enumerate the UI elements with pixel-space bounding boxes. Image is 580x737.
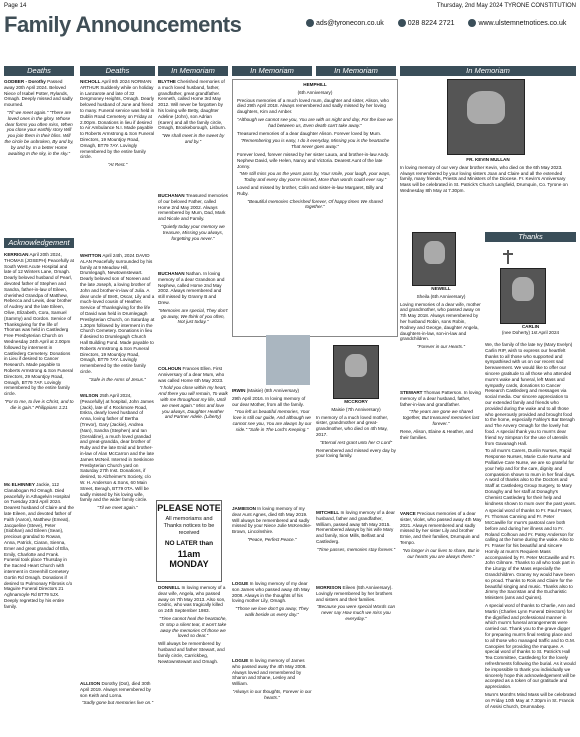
- contact-bar: [306, 19, 578, 27]
- notice-kerrigan: KERRIGAN April 20th 2024, THOMAS (JOSEPH) Peacefully at South West Acute Hospital and late of 12 Winters Lane, Omagh. Dearly beloved husband of Pearl, devoted father of Stephen and Sandra, father-in-law of Eileen, cherished Grandpa of Matthew, Rebecca and Lewis, dear brother of Audrey and the late Eileen, Olive, Elizabeth, Cora, Samuel (Sammy) and Gordon. Service of Thanksgiving for the life of Thomas was held in Castlederg Free Presbyterian Church on Wednesday 24th April at 2.00pm followed by interment in Castlederg Cemetery. Donations in Lieu if desired to Cancer Research. Made payable to Roberts Armstrong & Son Funeral Directors, 29 Mountjoy Road, Omagh, BT79 7AF. Lovingly remembered by the entire family circle. "For to me, to live is Christ, and to die is gain." Philippians 1:21: [4, 252, 74, 410]
- please-note-box: [156, 500, 222, 582]
- globe-icon: [468, 19, 476, 27]
- email-icon: [306, 19, 314, 27]
- please-note-message: All memoriams and Thanks notices to be received: [163, 516, 215, 536]
- section-deaths-2: Deaths: [80, 66, 155, 76]
- notice-godber: GODBER - Dorothy Passed away 20th April 2024. Beloved Niece of Isabel Potter, Rylands, Omagh. Deeply missed and sadly mourned. "Til' we meet again." "There are loved ones in the glory. Whose dear forms you often miss, When you close your earthly story Will you join them in their bliss. Will the circle be unbroken, By and by, by and by. In a better Home awaiting In the sky, in the sky.": [4, 79, 74, 156]
- page-number: Page 14: [4, 3, 27, 9]
- notice-hemphill: HEMPHILL (6th Anniversary) Precious memories of a much loved mum, daughter and sister, Alison, who died 29th April 2018. Always remembered and sadly missed by her loving daughters, Kim and Amber. "Although we cannot see you, You are with us night and day, For the love we had between us, Even death can't take away." Treasured memories of a dear daughter Alison. Forever loved by Mum. "Remembering you is easy, I do it everyday, Missing you is the heartache That never goes away." Forever loved, forever missed by her sister Laura, and brother-in-law Andy. Nephew David, wife Helen, Nancy and Victoria. Dearest Aunt of the late Jonny. "We still miss you as the years pass by, Your smile, your laugh, your ways, Today and every day you're missed, More than words could ever say." Loved and missed by brother, Colin and sister-in-law Margaret, Billy and Ruby. "Beautiful memories Cherished forever, Of happy times We shared together.": [232, 79, 398, 337]
- notice-newell: NEWELL Sheila (6th Anniversary) Loving memories of a dear wife, mother and grandmother, who passed away on 7th May 2018. Always remembered by her husband Robin, sons Robin, Rodney and George, daughter Angela, daughters-in-law, son-in-law and grandchildren. "Forever in our Hearts.": [400, 286, 481, 350]
- book-candle-image: [266, 335, 310, 385]
- notice-mcelhinney: Mc ELHINNEY Jackie, 112 Clanabogan Rd Omagh. Died peacefully in Athagelvin Hospital on Tuesday 23rd April 2024. Dearest husband of Claire and the late Eileen, and devoted father of Faith (Aaron), Matthew (Emeat), Jacqueline (Steve), Peter (Siobhan) and Eileen (Sean), precious grandad to Rowan, Anna, Patrick, Ciaran, Sienna, Emer and great grandad of Ella, Emily, Charlotte and Frank. Funeral took place Thursday in the Sacred Heart Church with interment in Greenhill Cemetery Gortin Rd Omagh. Donations if desired to Pulmonary Fibrosis c/o Maguire Funeral Directors 21 Aghnamoyle Rd BT79 5JX. Deeply regretted by his entire family.: [4, 482, 74, 609]
- section-thanks: Thanks: [485, 232, 576, 242]
- please-note-deadline: 11am MONDAY: [169, 549, 209, 569]
- email-contact[interactable]: ads@tyronecon.co.uk: [306, 20, 390, 27]
- notice-colhoun: COLHOUN Frances Ellen. First Anniversary of a dear Mum, who was called Home 6th May 2023. "I hold you close within my heart, And there you will remain, To walk with me throughout my life, Until we meet again." Miss and love you always, Daughter Heather and Partner Adele. (Liberty): [158, 366, 228, 420]
- notice-stewart: STEWART Thomas Patterson. In loving memory of a dear husband, father, father-in-law and grandfather. "The years are gone we shared together, But treasured memories last forever." Rene, Alison, Elaine & Heather, and their families.: [400, 390, 481, 440]
- portrait-mccrory: [333, 345, 379, 399]
- cross-icon: [503, 250, 513, 264]
- section-deaths: Deaths: [4, 66, 74, 76]
- notice-mccrory: MCCRORY Maisie (7th Anniversary) In memory of a much loved mother, sister, grandmother and great-grandmother, who died on 4th May, 2017. "Eternal rest grant unto her O Lord" Remembered and missed every day by your loving family.: [316, 399, 396, 459]
- section-in-memoriam-4: In Memoriam: [400, 66, 576, 76]
- notice-mullan: FR. KEVIN MULLAN In loving memory of our very dear brother Kevin, who died on the 6th May 2023. Always remembered by your loving sisters Joan and Claire and all the extended family, many friends, Priests and Ministers of the Diocese. Fr. Kevin's Anniversary Mass will be celebrated in St. Patrick's Church Langfield, Drumquin, Co. Tyrone on Wednesday 8th May at 7.30pm.: [400, 157, 568, 193]
- notice-nicholl: NICHOLL April 9th 2024 NORMAN ARTHUR Suddenly while on holiday in Lanzarote and late of 32 Dergmoney Heights, Omagh. Dearly beloved husband of June and friend to many. Funeral service was held in Dublin Road Cemetery on Friday at 2.00pm. Donations in lieu if desired to Air Ambulance N.I. Made payable to Roberts Armstrong & Son Funeral Directors, 19 Mountjoy Road, Omagh, BT79 7AY. Lovingly remembered by the entire family circle. "At Rest.": [80, 79, 155, 168]
- notice-jamieson: JAMIESON In loving memory of my dear Aunt Agnes, died 6th May 2019. Will always be remembered and sadly missed by your Niece Julie McKendrie-Brown, Lincolnshire. "Peace, Perfect Peace.": [232, 506, 312, 542]
- notice-buchanan: BUCHANAN Treasured memories of our beloved Father, called Home 2nd May 2002. Always remembered by Mum, Dad, Mark and Nicole and Family. "Quietly today your memory we treasure, Missing you always, forgetting you never.": [158, 193, 228, 241]
- issue-date: Thursday, 2nd May 2024 TYRONE CONSTITUTION: [436, 3, 576, 9]
- notice-carlin-thanks: We, the family of the late Ivy (Mary Evelyn) Carlin RIP, wish to express our heartfelt thanks to all those who supported and sympathised with us on our recent sad bereavement. We would like to offer our sincere gratitude to all those who attended mum's wake and funeral, left Mass and sympathy cards, donations to Cancer Research Castlederg and messages via social media. Our sincere appreciation to our extended family and friends who provided during the wake and to all those who generously provided and brought food to the home, especially Fahley's Bar Beragh and The Anvery Omagh for the lovely hot food. A special thank you to mum's dear friend Ivy Simpson for the use of utensils from Gavanagh Hall. To all mum's Carers, Dunlin Nurses, Rapid Response Nurses, Marie Curie Nurse and Palliative Care Nurse, we are so grateful for your help and for the care, dignity and compassion shown to mum in her final days. A word of thanks also to the Doctors and Staff at Castlederg Group Surgery, to Mary Donaghy and her staff at Donaghy's Chemist Castlederg for their help and kindness shown to mum over the past years. A special word of thanks to Fr. Paul Fraser, Fr. Thomas Canning and Fr. Peter McCawille for mum's pastoral care both before and during her illness and to Fr. Roland Colhoun and Fr. Patsy Anderson for calling at the home during the wake. Also to Fr. Fraser for his beautiful and sincere Homily at mum's Requiem Mass accompanied by Fr. Peter McCawille and Fr. John Gilmore. Thanks to all who took part in the Liturgy of the Mass especially the Grandchildren. Granny Ivy would have been so proud. Thanks to Rois and Claire for the beautiful singing and music. Thanks also to Jimmy the Sacristan and the Eucharistic Ministers (ams and Quinns). A special word of thanks to Charlie, Ann and Martin (Charles Lynn Funeral Directors) for the dignified and professional manner in which mum's funeral arrangements were carried out. Thank you to the grave digger for preparing mum's final resting place and to all those who managed traffic and to G.M. Canopies for providing the marquee. A special word of thanks to St. Patrick's Hall Tea Committee, Castlederg for the lovely refreshments following the burial. As it would be impossible to thank you individually we sincerely hope this acknowledgement will be accepted as a token of our gratitude and appreciation. Mum's Month's Mind Mass will be celebrated on Friday 10th May at 7.30pm in St. Francis of Assisi Church, Drumnabey.: [485, 342, 576, 709]
- notice-mitchell: MITCHELL In loving memory of a dear husband, father and grandfather, William, passed away 5th May 2015. Remembered always by his wife Mary and family, Sion Mills, Belfast and Castlederg. "Time passes, memories stay forever.": [316, 510, 396, 552]
- notice-blythe: BLYTHE Cherished memories of a much loved husband, father, grandfather, great grandfather. Kenneth, called Home 3rd May 2012. Will never be forgotten by his loving wife Betty, daughter Adeline (John), son Adrian (Karen) and all the family circle, Omagh, Brookeborough, Lisburn. "We shall meet in the sweet by and by.": [158, 79, 226, 144]
- section-in-memoriam-2: In Memoriam: [232, 66, 312, 76]
- portrait-carlin: [500, 268, 546, 324]
- notice-irwin: IRWIN (Maisie) (8th Anniversary) 29th April 2016. In loving memory of our dear Mother, from all the family. "You left us beautiful memories, Your love is still our guide, And although we cannot see you, You are always by our side." "Safe in The Lord's Keeping.": [232, 388, 312, 432]
- notice-donnell: DONNELL In loving memory of a dear wife, Angela, who passed away on 7th May 2013. Also son, Cedric, who was tragically killed on 24th September 1983. "Time cannot heal the heartache, Or stop a silent tear, It won't take away the memories Of those we loved so dear." Will always be remembered by husband and father Stewart, and family circle, Carrickbeg, Newtownstewart and Omagh.: [158, 585, 227, 664]
- notice-allison: ALLISON Dorothy (Dot), died 30th April 2019. Always remembered by son Keith and Lorna. "Sadly gone but memories live on.": [80, 681, 154, 706]
- section-in-memoriam: In Memoriam: [158, 66, 228, 76]
- carlin-spacer: [400, 690, 482, 735]
- notice-buchanan-nathan: BUCHANAN Nathan. In loving memory of a dear Grandson and Nephew, called Home 2nd May 2002. Always remembered and still missed by Granny B and Drew. "Memories are special, They don't go away, We think of you often, Not just today.": [158, 271, 228, 325]
- notice-logue: LOGUE In loving memory of my dear son James who passed away 4th May 2008. Always in the thoughts of his loving mother Lily, Omagh. "Those we love don't go away, They walk beside us every day.": [232, 581, 310, 617]
- verse: "Til' we meet again." "There are loved ones in the glory. Whose dear forms you often miss, When you close your earthly story Will you join them in their bliss. Will the circle be unbroken, By and by, by and by. In a better Home awaiting In the sky, in the sky.": [4, 109, 74, 156]
- phone-icon: [398, 19, 406, 27]
- page-title: Family Announcements: [4, 12, 242, 37]
- carlin-caption: CARLIN (nee Doherty) 1st April 2024: [501, 324, 560, 335]
- verse: "For to me, to live is Christ, and to die is gain." Philippians 1:21: [4, 398, 74, 410]
- please-note-deadline-label: NO LATER than: [164, 540, 214, 547]
- notice-whitton: WHITTON April 24th, 2024 DAVID ALAN Peacefully surrounded by his family at 9 Meadow Hill, Drumlegagh, Newtownstewart. Dearly beloved son of Noreen and the late Joseph, a loving brother of John and brother-in-law of Julia. A dear uncle of Brett, Oscar, Lily and a much-loved cousin of Heather. Service of Thanksgiving for the life of David was held in Drumlegagh Presbyterian Church, on Saturday at 1.30pm followed by interment in the Church Cemetery. Donations in lieu if desired to Drumlegagh Church Hall Building Fund. Made payable to Roberts Armstrong & Son Funeral Directors, 19 Mountjoy Road, Omagh, BT79 7AY. Lovingly remembered by the entire family circle. "Safe in the Arms of Jesus.": [80, 253, 155, 382]
- portrait-mullan: [447, 79, 525, 155]
- web-contact[interactable]: www.ulstemnetnotices.co.uk: [468, 20, 572, 27]
- portrait-newell: [412, 232, 456, 286]
- notice-logue-2: LOGUE In loving memory of James who passed away the 4th May 2008. Always loved and remembered by Sharon and Shane, Lesley and William. "Always in our thoughts, Forever in our hearts.": [232, 658, 312, 700]
- section-acknowledgement: Acknowledgement: [4, 238, 74, 248]
- notice-vance: VANCE Precious memories of a dear sister, Violet, who passed away 4th May 2021. Always remembered and sadly missed by her sister Lily and brother Ernie, and their families, Drumquin and Tempo. "No longer in our lives to share, But in our hearts you are always there.": [400, 511, 482, 559]
- please-note-title: PLEASE NOTE: [157, 503, 221, 513]
- section-in-memoriam-3: In Memoriam: [316, 66, 396, 76]
- notice-wilson: WILSON 25th April 2024, (Peacefully) at hospital, John James (Jack), late of 4 Rockmore Road, Eskra, dearly loved husband of Anna, loving father of Bertha (Trevor), Gary (Jackie), Andrea (Nan), Sandra (Stephen) and Ian (Geraldine), a much loved grandad and great-grandda, dear brother of Ruby and the late Enid and brother-in-law of Alan McCarron and the late James McNeil. Interred in Seskinore Presbyterian Church yard on Saturday 27th Inst. Donations, if desired, to Alzheimer's Society, c/o W. H. Anderson & Sons, 60 Main Street, Beragh, BT79 0TA. Will be sadly missed by his loving wife, family and the wider family circle. "Til we meet again.": [80, 393, 155, 511]
- phone-contact[interactable]: 028 8224 2721: [398, 20, 461, 27]
- notice-morrison: MORRISON Eileen (5th Anniversary). Lovingly remembered by her brothers and sisters and their families. "Because you were special Words can never say How much we miss you everyday.": [316, 585, 396, 621]
